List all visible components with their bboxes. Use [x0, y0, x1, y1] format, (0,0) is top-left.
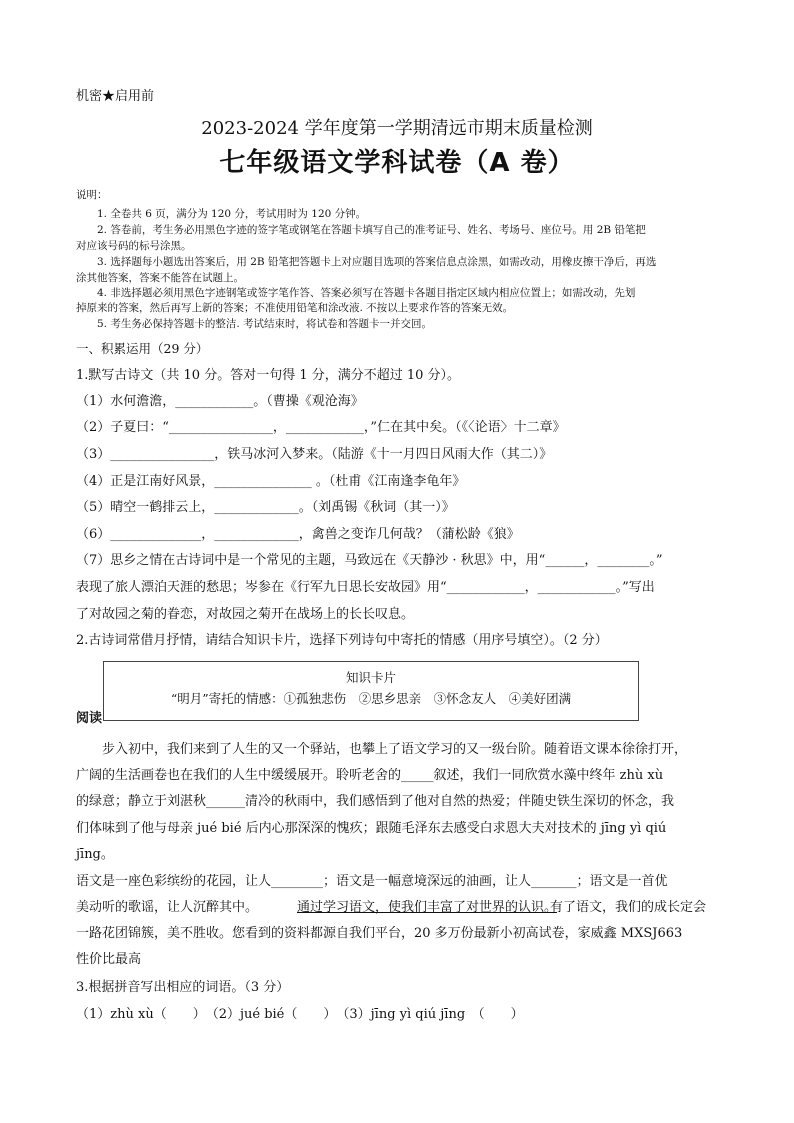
- note-line: 涂其他答案，答案不能答在试题上。: [76, 272, 244, 284]
- section-heading: 一、积累运用（29 分）: [76, 341, 209, 356]
- exam-title: 七年级语文学科试卷（A 卷）: [219, 148, 575, 178]
- q1-item: 表现了旅人漂泊天涯的愁思；岑参在《行军九日思长安故园》用“____________，____________。”写出: [76, 580, 655, 595]
- passage-line: 美动听的歌谣，让人沉醉其中。: [76, 900, 259, 915]
- note-line: 1. 全卷共 6 页，满分为 120 分，考试用时为 120 分钟。: [97, 208, 367, 220]
- card-title: 知识卡片: [345, 670, 396, 685]
- question-2-title: 2.古诗词常借月抒情，请结合知识卡片，选择下列诗句中寄托的情感（用序号填空）。（2 分）: [76, 633, 608, 648]
- q1-item: （2）子夏曰：“________________，____________，”仁在其中矣。（《〈论语〉十二章》: [76, 420, 566, 435]
- note-line: 4. 非选择题必须用黑色字迹钢笔或签字笔作答、答案必须写在答题卡各题目指定区域内相应位置上；如需改动，先划: [97, 287, 636, 299]
- q1-item: （5）晴空一鹤排云上，_____________。（刘禹锡《秋词（其一）》: [76, 500, 455, 515]
- question-3-items: （1）zhù xù（ ） （2）jué bié（ ） （3）jīng yì qiú jīng （ ）: [76, 1007, 524, 1022]
- passage-line: 有了语文，我们的成长定会: [550, 900, 707, 915]
- q1-item: （6）______________，_____________，禽兽之变诈几何哉？（蒲松龄《狼》: [76, 527, 520, 542]
- passage-line: 们体味到了他与母亲 jué bié 后内心那深深的愧疚；跟随毛泽东去感受白求恩大夫对技术的 jīng yì qiú: [76, 821, 667, 836]
- q1-item: （4）正是江南好风景，_______________ 。（杜甫《江南逢李龟年》: [76, 474, 466, 489]
- confidential-mark: 机密★启用前: [76, 89, 155, 104]
- question-3-title: 3.根据拼音写出相应的词语。（3 分）: [76, 980, 290, 995]
- passage-line: 一路花团锦簇，美不胜收。您看到的资料都源自我们平台，20 多万份最新小初高试卷，家威鑫 MXSJ663: [76, 926, 683, 941]
- question-1-title: 1.默写古诗文（共 10 分。答对一句得 1 分，满分不超过 10 分）。: [76, 368, 461, 383]
- q1-item: （3）________________，铁马冰河入梦来。（陆游《十一月四日风雨大作（其二）》: [76, 447, 553, 462]
- notes-label: 说明：: [76, 189, 108, 201]
- q1-item: （1）水何澹澹，____________。（曹操《观沧海》: [76, 394, 364, 409]
- knowledge-card: [103, 661, 639, 721]
- note-line: 5. 考生务必保持答题卡的整洁. 考试结束时，将试卷和答题卡一并交回。: [97, 318, 433, 330]
- passage-line: 步入初中，我们来到了人生的又一个驿站，也攀上了语文学习的又一级台阶。随着语文课本徐徐打开，: [76, 742, 688, 757]
- exam-subtitle: 2023-2024 学年度第一学期清远市期末质量检测: [201, 118, 593, 139]
- passage-line: 广阔的生活画卷也在我们的人生中缓缓展开。聆听老舍的_____叙述，我们一同欣赏水藻中终年 zhù xù: [76, 768, 664, 783]
- underlined-sentence: 通过学习语文，使我们丰富了对世界的认识。: [297, 900, 558, 915]
- note-line: 对应该号码的标号涂黑。: [76, 240, 192, 252]
- note-line: 2. 答卷前，考生务必用黑色字迹的签字笔或钢笔在答题卡填写自己的准考证号、姓名、考场号、座位号。用 2B 铅笔把: [97, 224, 646, 236]
- reading-label: 阅读: [76, 711, 103, 726]
- passage-line: 性价比最高: [76, 952, 142, 967]
- passage-line: jīng。: [76, 847, 114, 862]
- note-line: 3. 选择题每小题选出答案后，用 2B 铅笔把答题卡上对应题目选项的答案信息点涂黑，如需改动，用橡皮擦干净后，再选: [97, 256, 657, 268]
- card-body: “明月”寄托的情感：①孤独悲伤 ②思乡思亲 ③怀念友人 ④美好团满: [170, 691, 572, 706]
- passage-line: 的绿意；静立于刘湛秋______清冷的秋雨中，我们感悟到了他对自然的热爱；伴随史铁生深切的怀念，我: [76, 794, 675, 809]
- q1-item: （7）思乡之情在古诗词中是一个常见的主题，马致远在《天静沙 · 秋思》中，用“______，________。”: [76, 553, 663, 568]
- note-line: 掉原来的答案，然后再写上新的答案；不准使用铅笔和涂改液. 不按以上要求作答的答案无效。: [76, 302, 514, 314]
- passage-line: 语文是一座色彩缤纷的花园，让人________；语文是一幅意境深远的油画，让人_______；语文是一首优: [76, 874, 668, 889]
- q1-item: 了对故园之菊的眷恋，对故园之菊开在战场上的长长叹息。: [76, 607, 415, 622]
